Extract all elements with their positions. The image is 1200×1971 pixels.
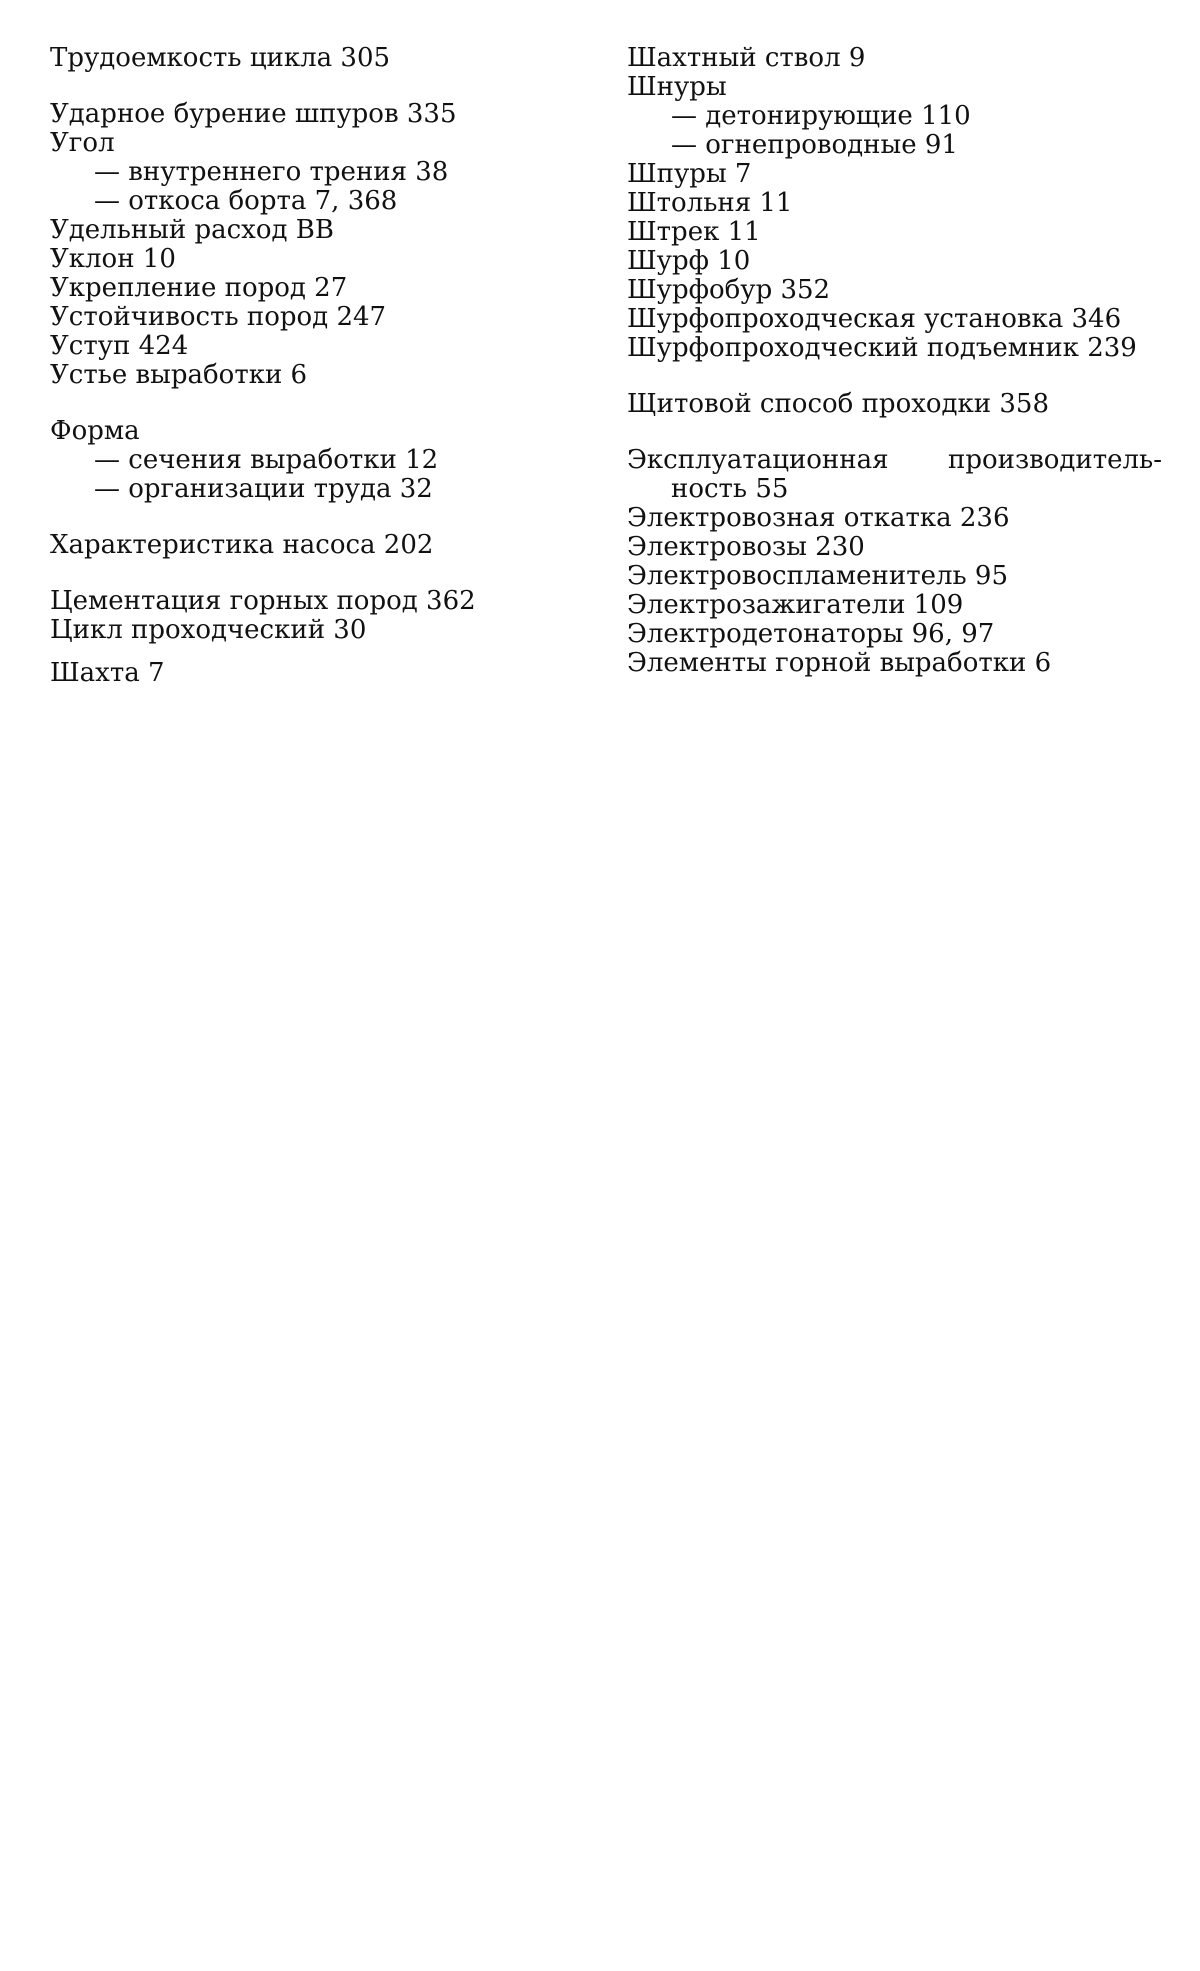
index-entry: Устье выработки 6 — [50, 360, 308, 390]
index-entry: Уступ 424 — [50, 331, 189, 361]
left-index-column — [50, 44, 590, 688]
index-entry: Шурф 10 — [627, 246, 751, 276]
index-entry: Электровоспламенитель 95 — [627, 561, 1008, 591]
section-gap — [50, 504, 590, 531]
index-entry: Шахтный ствол 9 — [627, 43, 866, 73]
index-entry: Шахта 7 — [50, 658, 165, 688]
section-gap — [50, 390, 590, 417]
index-entry-part: производитель- — [948, 445, 1162, 475]
section-gap — [50, 645, 590, 659]
index-entry: Шурфопроходческий подъемник 239 — [627, 333, 1137, 363]
index-entry-continuation: ность 55 — [671, 474, 789, 504]
index-entry: Электрозажигатели 109 — [627, 590, 964, 620]
index-entry: Электровозы 230 — [627, 532, 865, 562]
index-entry: Элементы горной выработки 6 — [627, 648, 1052, 678]
index-entry-part: Эксплуатационная — [627, 445, 889, 475]
section-gap — [50, 73, 590, 100]
index-entry: Укрепление пород 27 — [50, 273, 348, 303]
index-subentry: — внутреннего трения 38 — [94, 157, 449, 187]
index-entry-justified — [627, 446, 1162, 475]
index-entry: Штольня 11 — [627, 188, 793, 218]
index-entry: Удельный расход ВВ — [50, 215, 334, 245]
index-entry: Характеристика насоса 202 — [50, 530, 434, 560]
index-subentry: — организации труда 32 — [94, 474, 433, 504]
index-subentry: — детонирующие 110 — [671, 101, 971, 131]
index-entry: Щитовой способ проходки 358 — [627, 389, 1050, 419]
index-entry: Шурфобур 352 — [627, 275, 831, 305]
index-entry: Шурфопроходческая установка 346 — [627, 304, 1122, 334]
section-gap — [50, 560, 590, 587]
index-subentry: — откоса борта 7, 368 — [94, 186, 398, 216]
section-gap — [627, 363, 1162, 390]
index-entry: Шпуры 7 — [627, 159, 752, 189]
index-entry: Ударное бурение шпуров 335 — [50, 99, 457, 129]
index-entry: Цементация горных пород 362 — [50, 586, 476, 616]
index-entry: Форма — [50, 416, 140, 446]
index-entry: Шнуры — [627, 72, 727, 102]
index-entry: Электровозная откатка 236 — [627, 503, 1010, 533]
index-entry: Угол — [50, 128, 115, 158]
index-subentry: — сечения выработки 12 — [94, 445, 439, 475]
index-entry: Трудоемкость цикла 305 — [50, 43, 391, 73]
section-gap — [627, 419, 1162, 446]
index-entry: Устойчивость пород 247 — [50, 302, 387, 332]
index-entry: Цикл проходческий 30 — [50, 615, 367, 645]
index-entry: Штрек 11 — [627, 217, 761, 247]
index-entry: Уклон 10 — [50, 244, 176, 274]
index-subentry: — огнепроводные 91 — [671, 130, 958, 160]
right-index-column — [627, 44, 1162, 678]
index-entry: Электродетонаторы 96, 97 — [627, 619, 995, 649]
